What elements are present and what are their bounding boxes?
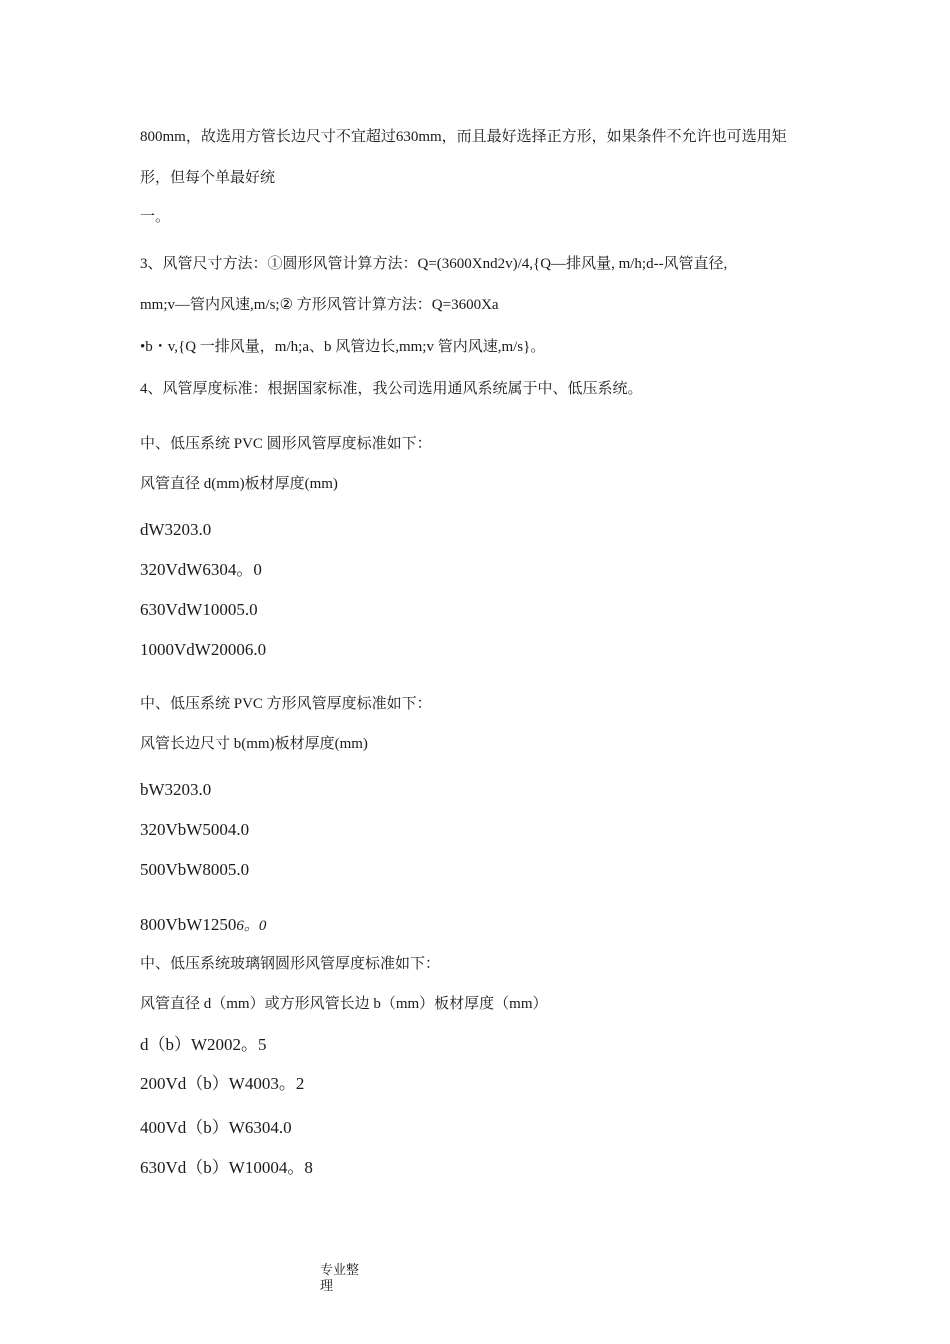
frp-row: 400Vd（b）W6304.0 [140, 1118, 292, 1137]
section-3-heading: 3、风管尺寸方法：①圆形风管计算方法：Q=(3600Xnd2v)/4,{Q—排风量, m/h;d--风管直径, [140, 256, 728, 272]
pvc-square-row: bW3203.0 [140, 780, 212, 799]
frp-header: 风管直径 d（mm）或方形风管长边 b（mm）板材厚度（mm） [140, 996, 548, 1012]
pvc-round-row: 320VdW6304。0 [140, 560, 262, 579]
pvc-round-header: 风管直径 d(mm)板材厚度(mm) [140, 476, 338, 492]
section-4-heading: 4、风管厚度标准：根据国家标准，我公司选用通风系统属于中、低压系统。 [140, 381, 643, 397]
pvc-square-row-last [140, 916, 266, 934]
pvc-square-row: 500VbW8005.0 [140, 860, 250, 879]
pvc-round-row: dW3203.0 [140, 520, 212, 539]
pvc-square-row-last-italic: 6。0 [236, 918, 267, 934]
paragraph-duct-size-cont: 形，但每个单最好统 [140, 170, 276, 186]
pvc-square-header: 风管长边尺寸 b(mm)板材厚度(mm) [140, 736, 368, 752]
pvc-square-row: 320VbW5004.0 [140, 820, 250, 839]
frp-row: 200Vd（b）W4003。2 [140, 1074, 305, 1093]
pvc-round-row: 630VdW10005.0 [140, 600, 258, 619]
footer-note: 专业整理 [320, 1262, 360, 1294]
frp-row: d（b）W2002。5 [140, 1035, 267, 1054]
pvc-round-row: 1000VdW20006.0 [140, 640, 267, 659]
pvc-square-row-last-main: 800VbW1250 [140, 915, 237, 934]
frp-row: 630Vd（b）W10004。8 [140, 1158, 313, 1177]
section-3-formula-end: •b・v,{Q 一排风量，m/h;a、b 风管边长,mm;v 管内风速,m/s}。 [140, 339, 546, 355]
section-3-formula-line: mm;v—管内风速,m/s;② 方形风管计算方法：Q=3600Xa [140, 297, 499, 313]
pvc-round-title: 中、低压系统 PVC 圆形风管厚度标准如下： [140, 436, 432, 452]
paragraph-duct-size-end: 一。 [140, 209, 171, 225]
pvc-square-title: 中、低压系统 PVC 方形风管厚度标准如下： [140, 696, 432, 712]
paragraph-duct-size-intro: 800mm，故选用方管长边尺寸不宜超过630mm，而且最好选择正方形，如果条件不允许也可选用矩 [140, 129, 787, 145]
frp-round-title: 中、低压系统玻璃钢圆形风管厚度标准如下： [140, 956, 441, 972]
